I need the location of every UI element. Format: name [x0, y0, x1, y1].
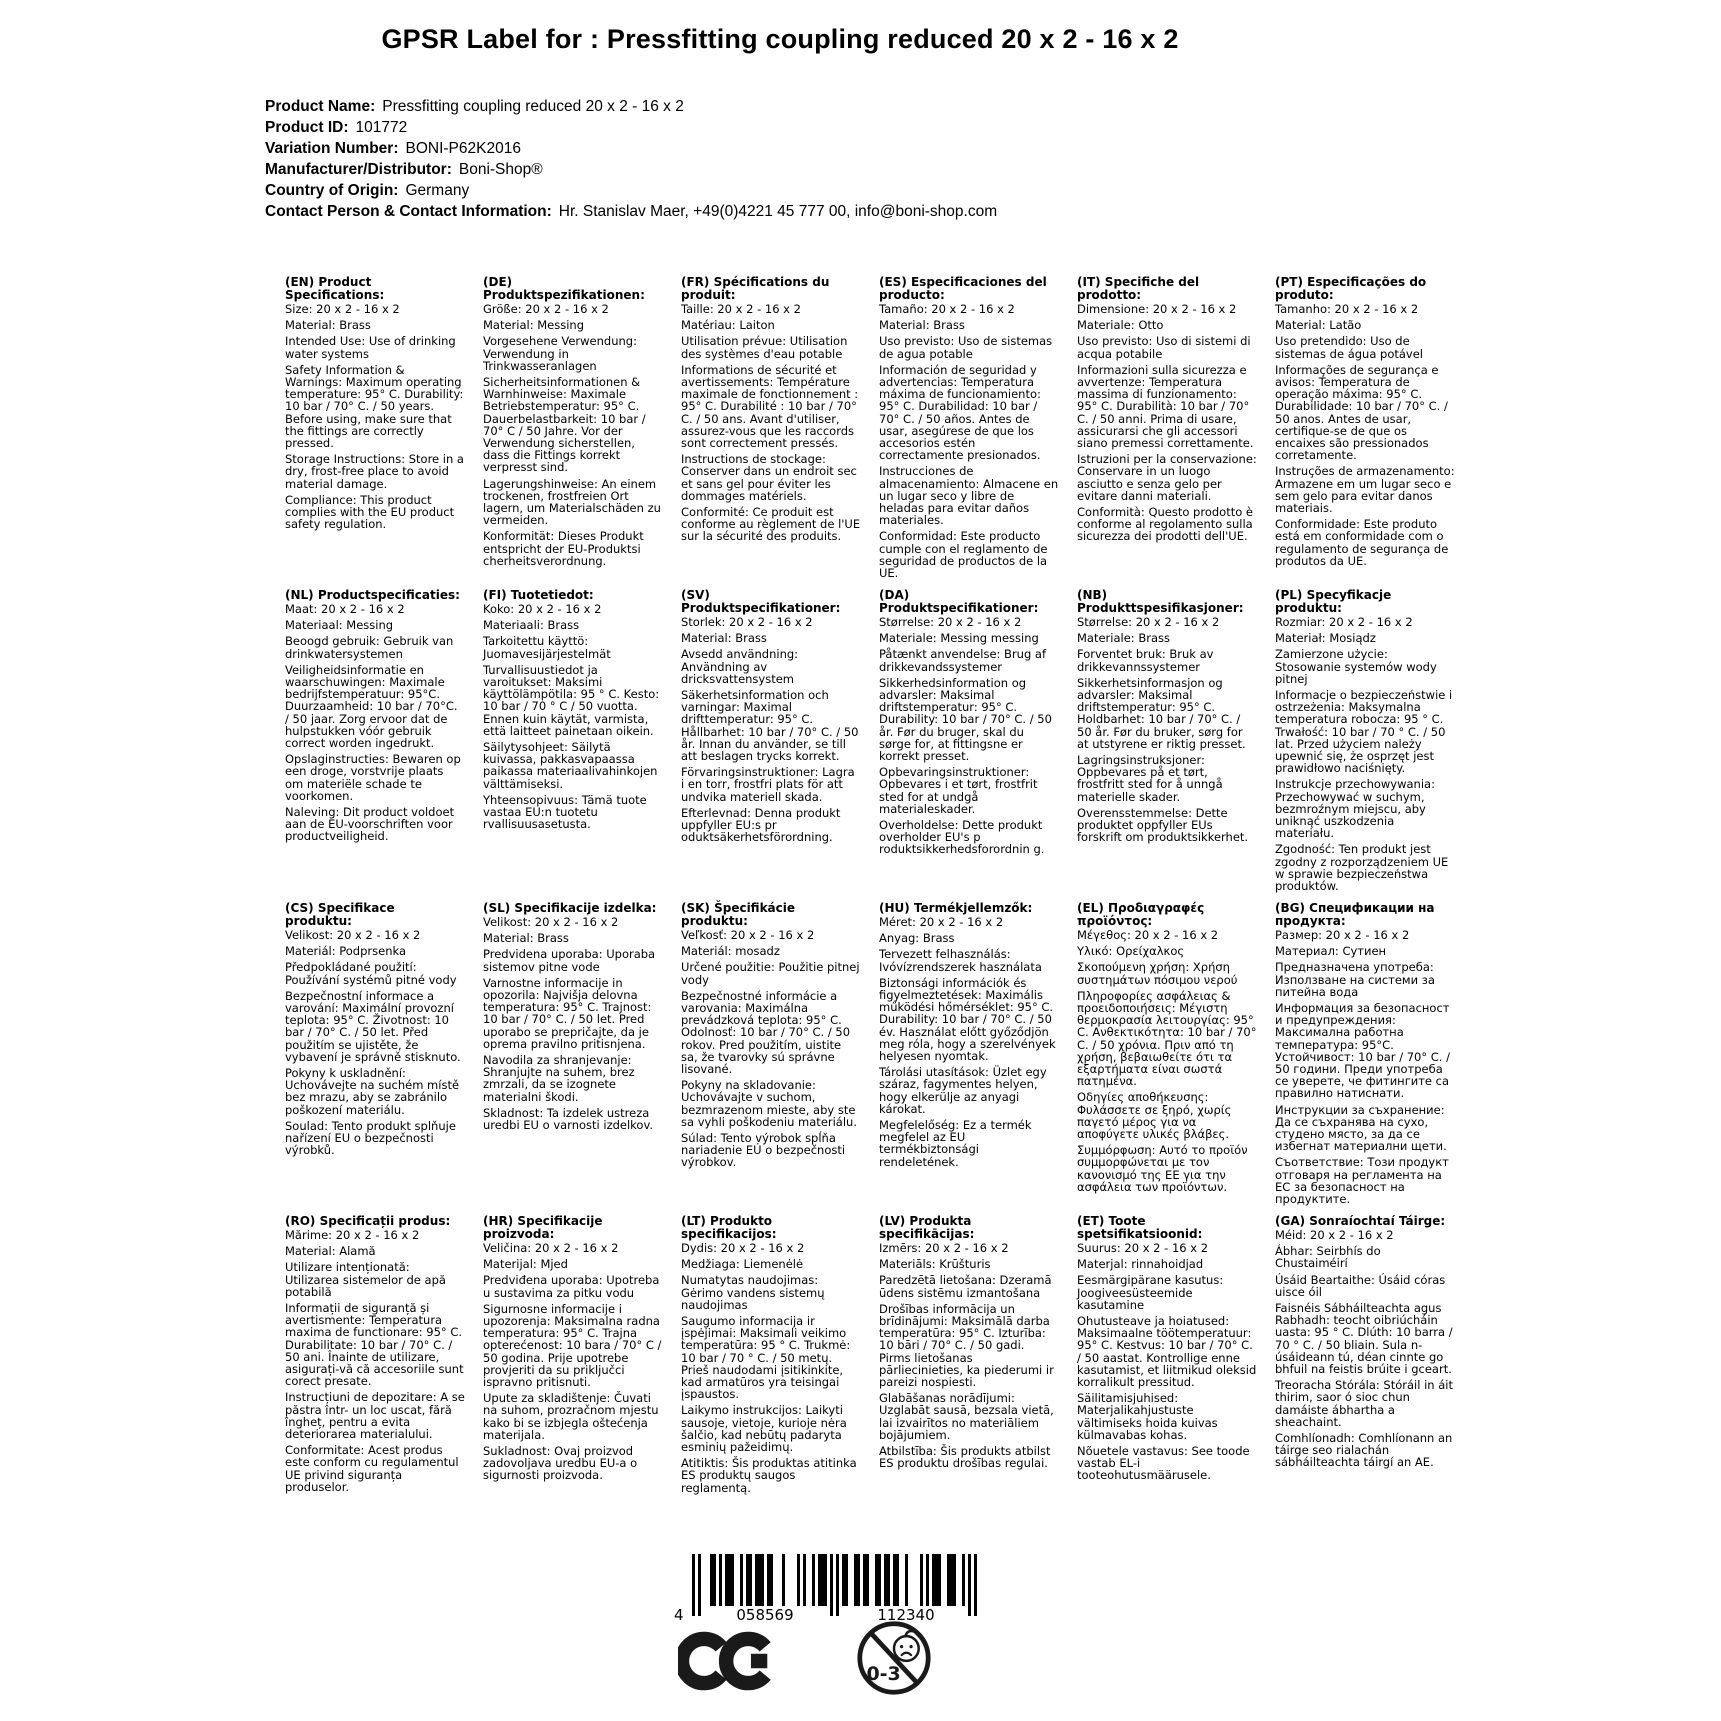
spec-paragraph: Izmērs: 20 x 2 - 16 x 2 — [879, 1241, 1009, 1255]
language-paragraphs — [285, 929, 465, 1156]
spec-paragraph: Material: Brass — [285, 318, 371, 333]
spec-paragraph: Mărime: 20 x 2 - 16 x 2 — [285, 1228, 420, 1242]
spec-paragraph: Material: Messing — [483, 318, 585, 333]
spec-paragraph: Instrucciones de almacenamiento: Almacene en un lugar seco y libre de heladas para evitar daños materiales. — [879, 464, 1059, 528]
ce-mark-icon — [678, 1630, 774, 1696]
spec-paragraph: Lagerungshinweise: An einem trockenen, frostfreien Ort lagern, um Materialschäden zu vermeiden. — [483, 476, 661, 528]
language-heading: (FI) Tuotetiedot: — [483, 588, 594, 602]
language-paragraphs — [879, 1242, 1059, 1469]
spec-paragraph: Información de seguridad y advertencias: Temperatura máxima de funcionamiento: 95° C. Durabilidad: 10 bar / 70° C. / 50 años. Antes de usar, asegúrese de que los accesorios estén correctamente presionados. — [879, 362, 1041, 463]
spec-paragraph: Megfelelőség: Ez a termék megfelel az EU termékbiztonsági rendeletének. — [879, 1118, 1032, 1169]
spec-paragraph: Drošības informācija un brīdinājumi: Maksimālā darba temperatūra: 95° C. Izturība: 10 bāri / 70° C. / 50 gadi. Pirms lietošanas pārliecinieties, ka piederumi ir pareizi nospiesti. — [879, 1301, 1054, 1390]
spec-paragraph: Material: Brass — [681, 631, 767, 646]
ean13-barcode — [672, 1554, 982, 1630]
spec-paragraph: Bezpečnostné informácie a varovania: Maximálna prevádzková teplota: 95° C. Odolnosť: 10 bar / 70° C. / 50 rokov. Pred použitím, uistite sa, že tvarovky sú správne lisované. — [681, 988, 851, 1077]
spec-paragraph: Sicherheitsinformationen & Warnhinweise: Maximale Betriebstemperatur: 95° C. Dauerbelastbarkeit: 10 bar / 70° C / 50 Jahre. Vor der Verwendung sicherstellen, dass die Fittings korrekt verpresst sind. — [483, 375, 646, 475]
spec-paragraph: Medžiaga: Liemenėlė — [681, 1257, 804, 1272]
language-paragraphs — [285, 303, 465, 530]
spec-paragraph: Informazioni sulla sicurezza e avvertenze: Temperatura massima di funzionamento: 95° C. Durabilità: 10 bar / 70° C. / 50 anni. Prima di usare, assicurarsi che gli accessori siano premessi correttamente. — [1077, 362, 1254, 451]
spec-paragraph: Předpokládané použití: Používání systémů pitné vody — [285, 960, 457, 987]
language-paragraphs — [483, 1242, 663, 1482]
spec-paragraph: Size: 20 x 2 - 16 x 2 — [285, 302, 400, 316]
spec-paragraph: Material: Latão — [1275, 318, 1362, 333]
spec-paragraph: Zgodność: Ten produkt jest zgodny z rozporządzeniem UE w sprawie bezpieczeństwa produktów. — [1275, 842, 1449, 894]
product-name-label: Product Name: — [265, 98, 376, 115]
spec-paragraph: Efterlevnad: Denna produkt uppfyller EU:s pr oduktsäkerhetsförordning. — [681, 805, 841, 845]
language-heading: (DE) Produktspezifikationen: — [483, 275, 645, 302]
spec-paragraph: Υλικό: Ορείχαλκος — [1077, 944, 1185, 959]
spec-paragraph: Dimensione: 20 x 2 - 16 x 2 — [1077, 302, 1237, 316]
spec-paragraph: Atitiktis: Šis produktas atitinka ES produktų saugos reglamentą. — [681, 1456, 857, 1495]
language-spec-block — [681, 589, 861, 902]
spec-paragraph: Turvallisuustiedot ja varoitukset: Maksimi käyttölämpötila: 95 ° C. Kesto: 10 bar / 70 ° C / 50 vuotta. Ennen kuin käytät, varmista, että laitteet painetaan oikein. — [483, 662, 660, 738]
spec-paragraph: Οδηγίες αποθήκευσης: Φυλάσσετε σε ξηρό, χωρίς παγετό μέρος για να αποφύγετε υλικές βλάβες. — [1077, 1090, 1232, 1142]
language-heading: (PT) Especificações do produto: — [1275, 275, 1427, 302]
language-spec-block — [879, 589, 1059, 902]
product-info-block — [265, 96, 997, 222]
spec-paragraph: Instrukcje przechowywania: Przechowywać w suchym, bezmroźnym miejscu, aby uniknąć uszkodzenia materiału. — [1275, 777, 1435, 841]
product-name-value: Pressfitting coupling reduced 20 x 2 - 16 x 2 — [382, 98, 684, 115]
spec-paragraph: Sigurnosne informacije i upozorenja: Maksimalna radna temperatura: 95° C. Trajna opterećenost: 10 bara / 70° C / 50 godina. Prije upotrebe provjeriti da su priključci ispravno pritisnuti. — [483, 1301, 662, 1390]
language-paragraphs — [681, 616, 861, 843]
spec-paragraph: Μέγεθος: 20 x 2 - 16 x 2 — [1077, 928, 1219, 942]
language-spec-block — [483, 589, 663, 902]
spec-paragraph: Úsáid Beartaithe: Úsáid córas uisce óil — [1275, 1272, 1446, 1299]
spec-paragraph: Pokyny k uskladnění: Uchovávejte na suchém místě bez mrazu, aby se zabránilo poškození materiálu. — [285, 1066, 460, 1117]
spec-paragraph: Информация за безопасност и предупреждения: Максимална работна температура: 95°C. Устойчивост: 10 bar / 70° C. / 50 години. Преди употреба се уверете, че фитингите са правилно натиснати. — [1275, 1001, 1450, 1101]
language-heading: (SL) Specifikacije izdelka: — [483, 901, 657, 915]
language-paragraphs — [1275, 303, 1455, 567]
spec-paragraph: Conformidad: Este producto cumple con el reglamento de seguridad de productos de la UE. — [879, 529, 1048, 581]
spec-paragraph: Инструкции за съхранение: Да се съхранява на сухо, студено място, за да се избегнат материални щети. — [1275, 1102, 1447, 1154]
spec-paragraph: Uso pretendido: Uso de sistemas de água potável — [1275, 334, 1423, 361]
language-heading: (HR) Specifikacije proizvoda: — [483, 1214, 603, 1241]
variation-number-row — [265, 138, 997, 159]
spec-paragraph: Comhlíonadh: Comhlíonann an táirge seo rialachán sábháilteachta táirgí an AE. — [1275, 1431, 1453, 1470]
spec-paragraph: Istruzioni per la conservazione: Conservare in un luogo asciutto e senza gelo per evitare danni materiali. — [1077, 452, 1257, 503]
age-warning-label: 0-3 — [866, 1662, 901, 1685]
language-spec-block — [1275, 902, 1455, 1215]
spec-paragraph: Informações de segurança e avisos: Temperatura de operação máxima: 95° C. Durabilidade: 10 bar / 70° C. / 50 anos. Antes de usar, certifique-se de que os encaixes são pressionados corretamente. — [1275, 362, 1448, 463]
language-heading: (EL) Προδιαγραφές προϊόντος: — [1077, 901, 1205, 928]
spec-paragraph: Materijal: Mjed — [483, 1257, 568, 1272]
spec-paragraph: Bezpečnostní informace a varování: Maximální provozní teplota: 95° C. Životnost: 10 bar / 70° C. / 50 let. Před použitím se ujistěte, že vybavení je správně stisknuto. — [285, 988, 461, 1064]
spec-paragraph: Vorgesehene Verwendung: Verwendung in Trinkwasseranlagen — [483, 334, 637, 373]
spec-paragraph: Laikymo instrukcijos: Laikyti sausoje, vietoje, kurioje nėra šalčio, kad nebūtų padaryta esminių pažeidimų. — [681, 1403, 847, 1455]
spec-paragraph: Ohutusteave ja hoiatused: Maksimaalne töötemperatuur: 95° C. Kestvus: 10 bar / 70° C. / 50 aastat. Kontrollige enne kasutamist, et liitmikud oleksid korralikult pressitud. — [1077, 1314, 1257, 1390]
spec-paragraph: Materiale: Messing messing — [879, 631, 1039, 646]
product-id-label: Product ID: — [265, 119, 349, 136]
spec-paragraph: Tervezett felhasználás: Ivóvízrendszerek használata — [879, 947, 1042, 974]
product-name-row — [265, 96, 997, 117]
language-spec-block — [879, 902, 1059, 1215]
spec-paragraph: Materiaali: Brass — [483, 618, 580, 633]
spec-paragraph: Velikost: 20 x 2 - 16 x 2 — [285, 928, 421, 942]
spec-paragraph: Utilizare intenționată: Utilizarea sistemelor de apă potabilă — [285, 1260, 446, 1299]
spec-paragraph: Conformitate: Acest produs este conform cu regulamentul UE privind siguranța produselor. — [285, 1443, 459, 1494]
spec-paragraph: Sikkerhetsinformasjon og advarsler: Maksimal driftstemperatur: 95° C. Holdbarhet: 10 bar / 70° C. / 50 år. Før du bruker, sørg for at utstyrene er riktig presset. — [1077, 675, 1246, 751]
spec-paragraph: Размер: 20 x 2 - 16 x 2 — [1275, 928, 1410, 942]
spec-paragraph: Conformité: Ce produit est conforme au règlement de l'UE sur la sécurité des produits. — [681, 505, 861, 544]
language-spec-block — [1077, 902, 1257, 1215]
spec-paragraph: Materiāls: Krūšturis — [879, 1257, 991, 1272]
spec-paragraph: Predvidena uporaba: Uporaba sistemov pitne vode — [483, 947, 656, 974]
spec-paragraph: Forventet bruk: Bruk av drikkevannssystemer — [1077, 647, 1214, 674]
language-spec-block — [681, 276, 861, 589]
language-heading: (CS) Specifikace produktu: — [285, 901, 395, 928]
spec-paragraph: Méret: 20 x 2 - 16 x 2 — [879, 915, 1004, 929]
spec-paragraph: Predviđena uporaba: Upotreba u sustavima za pitku vodu — [483, 1273, 660, 1300]
barcode-digits-group1: 058569 — [736, 1606, 794, 1624]
spec-paragraph: Conformidade: Este produto está em conformidade com o regulamento de segurança de produtos da UE. — [1275, 517, 1449, 568]
spec-paragraph: Veiligheidsinformatie en waarschuwingen: Maximale bedrijfstemperatuur: 95°C. Duurzaamheid: 10 bar / 70°C. / 50 jaar. Zorg ervoor dat de hulpstukken vóór gebruik correct worden ingedrukt. — [285, 662, 458, 751]
age-warning-0-3-icon — [856, 1620, 932, 1700]
spec-paragraph: Storlek: 20 x 2 - 16 x 2 — [681, 615, 813, 629]
spec-paragraph: Säkerhetsinformation och varningar: Maximal drifttemperatur: 95° C. Hållbarhet: 10 bar / 70° C. / 50 år. Innan du använder, se till att beslagen trycks korrekt. — [681, 688, 859, 764]
spec-paragraph: Upute za skladištenje: Čuvati na suhom, prozračnom mjestu kako bi se izbjegla oštećenja materijala. — [483, 1391, 659, 1442]
spec-paragraph: Soulad: Tento produkt splňuje nařízení EU o bezpečnosti výrobků. — [285, 1118, 456, 1158]
language-paragraphs — [1275, 929, 1455, 1205]
spec-paragraph: Material: Brass — [879, 318, 965, 333]
spec-paragraph: Opbevaringsinstruktioner: Opbevares i et tørt, frostfrit sted for at undgå materialeskader. — [879, 765, 1038, 816]
country-of-origin-row — [265, 180, 997, 201]
spec-paragraph: Numatytas naudojimas: Gėrimo vandens sistemų naudojimas — [681, 1273, 825, 1312]
spec-paragraph: Предназначена употреба: Използване на системи за питейна вода — [1275, 960, 1435, 999]
language-heading: (NL) Productspecificaties: — [285, 588, 460, 602]
barcode-svg — [672, 1554, 982, 1626]
spec-paragraph: Méid: 20 x 2 - 16 x 2 — [1275, 1228, 1394, 1242]
spec-paragraph: Určené použitie: Použitie pitnej vody — [681, 960, 860, 987]
spec-paragraph: Safety Information & Warnings: Maximum operating temperature: 95° C. Durability: 10 bar / 70° C. / 50 years. Before using, make sure that the fittings are correctly pressed. — [285, 362, 464, 451]
country-of-origin-label: Country of Origin: — [265, 182, 399, 199]
product-id-value: 101772 — [355, 119, 408, 136]
language-heading: (RO) Specificații produs: — [285, 1214, 451, 1228]
language-paragraphs — [879, 616, 1059, 856]
spec-paragraph: Conformità: Questo prodotto è conforme al regolamento sulla sicurezza dei prodotti dell'UE. — [1077, 505, 1253, 544]
language-heading: (DA) Produktspecifikationer: — [879, 588, 1039, 615]
language-heading: (IT) Specifiche del prodotto: — [1077, 275, 1200, 302]
spec-paragraph: Instruções de armazenamento: Armazene em um lugar seco e sem gelo para evitar danos materiais. — [1275, 464, 1455, 516]
spec-paragraph: Taille: 20 x 2 - 16 x 2 — [681, 302, 801, 316]
language-paragraphs — [681, 929, 861, 1169]
language-heading: (EN) Product Specifications: — [285, 275, 385, 302]
spec-paragraph: Velikost: 20 x 2 - 16 x 2 — [483, 915, 619, 929]
baby-face-icon — [894, 1631, 919, 1661]
spec-paragraph: Overholdelse: Dette produkt overholder EU's p roduktsikkerhedsforordnin g. — [879, 818, 1045, 857]
spec-paragraph: Veličina: 20 x 2 - 16 x 2 — [483, 1241, 619, 1255]
spec-paragraph: Naleving: Dit product voldoet aan de EU-voorschriften voor productveiligheid. — [285, 805, 455, 844]
language-paragraphs — [483, 916, 663, 1131]
language-paragraphs — [1275, 616, 1455, 892]
language-spec-block — [285, 589, 465, 902]
spec-paragraph: Uso previsto: Uso di sistemi di acqua potabile — [1077, 334, 1251, 361]
language-paragraphs — [1077, 1242, 1257, 1482]
spec-paragraph: Rozmiar: 20 x 2 - 16 x 2 — [1275, 615, 1413, 629]
spec-paragraph: Materiaal: Messing — [285, 618, 394, 633]
spec-paragraph: Tarkoitettu käyttö: Juomavesijärjestelmät — [483, 634, 611, 661]
spec-paragraph: Größe: 20 x 2 - 16 x 2 — [483, 302, 609, 316]
spec-paragraph: Sikkerhedsinformation og advarsler: Maksimal driftstemperatur: 95° C. Durability: 10 bar / 70° C. / 50 år. Før du bruger, skal du sørge for, at fittingsne er korrekt presset. — [879, 675, 1052, 764]
spec-paragraph: Yhteensopivuus: Tämä tuote vastaa EU:n tuotetu rvallisuusasetusta. — [483, 792, 647, 832]
language-heading: (PL) Specyfikacje produktu: — [1275, 588, 1392, 615]
spec-paragraph: Informații de siguranță și avertismente: Temperatura maxima de functionare: 95° C. Durabilitate: 10 bar / 70° C. / 50 ani. Înainte de utilizare, asigurați-vă că accesoriile sunt corect presate. — [285, 1301, 464, 1389]
product-id-row — [265, 117, 997, 138]
spec-paragraph: Πληροφορίες ασφάλειας & προειδοποιήσεις: Μέγιστη θερμοκρασία λειτουργίας: 95° C. Ανθεκτικότητα: 10 bar / 70° C. / 50 χρόνια. Πριν από τη χρήση, βεβαιωθείτε ότι τα εξαρτήματα είναι σωστά πατημένα. — [1077, 988, 1257, 1089]
spec-paragraph: Förvaringsinstruktioner: Lagra i en torr, frostfri plats för att undvika materiell skada. — [681, 765, 855, 804]
spec-paragraph: Compliance: This product complies with the EU product safety regulation. — [285, 492, 455, 532]
language-paragraphs — [483, 603, 663, 830]
language-paragraphs — [285, 603, 465, 843]
spec-paragraph: Tárolási utasítások: Üzlet egy száraz, fagymentes helyen, hogy elkerülje az anyagi károkat. — [879, 1065, 1047, 1116]
spec-paragraph: Съответствие: Този продукт отговаря на регламента на ЕС за безопасност на продуктите. — [1275, 1155, 1449, 1207]
manufacturer-value: Boni-Shop® — [458, 161, 543, 178]
spec-paragraph: Súlad: Tento výrobok spĺňa nariadenie EÚ o bezpečnosti výrobkov. — [681, 1131, 846, 1170]
spec-paragraph: Material: Brass — [483, 931, 569, 946]
spec-paragraph: Materjal: rinnahoidjad — [1077, 1257, 1204, 1272]
spec-paragraph: Varnostne informacije in opozorila: Najvišja delovna temperatura: 95° C. Trajnost: 10 bar / 70° C. / 50 let. Pred uporabo se prepričajte, da je oprema pravilno pritisnjena. — [483, 975, 652, 1051]
spec-paragraph: Materiał: Mosiądz — [1275, 631, 1376, 646]
language-paragraphs — [681, 303, 861, 543]
spec-paragraph: Συμμόρφωση: Αυτό το προϊόν συμμορφώνεται με τον κανονισμό της ΕΕ για την ασφάλεια των προϊόντων. — [1077, 1143, 1248, 1194]
spec-paragraph: Veľkosť: 20 x 2 - 16 x 2 — [681, 928, 815, 942]
spec-paragraph: Biztonsági információk és figyelmeztetések: Maximális működési hőmérséklet: 95° C. Durability: 10 bar / 70° C. / 50 év. Használat előtt győződjön meg róla, hogy a szerelvények helyesen nyomtak. — [879, 975, 1056, 1064]
spec-paragraph: Avsedd användning: Användning av dricksvattensystem — [681, 647, 799, 686]
language-heading: (HU) Termékjellemzők: — [879, 901, 1033, 915]
spec-paragraph: Instructions de stockage: Conserver dans un endroit sec et sans gel pour éviter les dommages matériels. — [681, 452, 857, 503]
language-spec-block — [879, 1215, 1059, 1494]
spec-paragraph: Påtænkt anvendelse: Brug af drikkevandssystemer — [879, 647, 1047, 674]
spec-paragraph: Материал: Сутиен — [1275, 944, 1387, 959]
spec-paragraph: Ábhar: Seirbhís do Chustaiméirí — [1275, 1244, 1381, 1271]
language-paragraphs — [483, 303, 663, 567]
language-spec-block — [1275, 589, 1455, 902]
spec-paragraph: Eesmärgipärane kasutus: Joogiveesüsteemide kasutamine — [1077, 1273, 1224, 1312]
contact-label: Contact Person & Contact Information: — [265, 203, 552, 220]
spec-paragraph: Navodila za shranjevanje: Shranjujte na suhem, brez zmrzali, da se izognete materialni škodi. — [483, 1053, 635, 1104]
language-heading: (FR) Spécifications du produit: — [681, 275, 830, 302]
spec-paragraph: Faisnéis Sábháilteachta agus Rabhadh: teocht oibriúcháin uasta: 95 ° C. Dlúth: 10 barra / 70 ° C. / 50 bliain. Sula n-úsáideann tú, déan cinnte go bhfuil na feistis brúite i gceart. — [1275, 1301, 1453, 1377]
spec-paragraph: Σκοπούμενη χρήση: Χρήση συστημάτων πόσιμου νερού — [1077, 960, 1238, 987]
language-paragraphs — [1275, 1229, 1455, 1469]
spec-paragraph: Beoogd gebruik: Gebruik van drinkwatersystemen — [285, 634, 454, 661]
country-of-origin-value: Germany — [405, 182, 470, 199]
spec-paragraph: Materiál: mosadz — [681, 944, 780, 959]
language-heading: (LV) Produkta specifikācijas: — [879, 1214, 975, 1241]
spec-paragraph: Dydis: 20 x 2 - 16 x 2 — [681, 1241, 805, 1255]
language-heading: (SK) Špecifikácie produktu: — [681, 901, 796, 928]
language-spec-block — [879, 276, 1059, 589]
language-spec-block — [1275, 276, 1455, 589]
spec-paragraph: Zamierzone użycie: Stosowanie systemów wody pitnej — [1275, 647, 1437, 686]
spec-paragraph: Paredzētā lietošana: Dzeramā ūdens sistēmu izmantošana — [879, 1273, 1052, 1300]
language-spec-block — [1077, 276, 1257, 589]
contact-row — [265, 201, 997, 222]
language-heading: (ET) Toote spetsifikatsioonid: — [1077, 1214, 1203, 1241]
page-title: GPSR Label for : Pressfitting coupling reduced 20 x 2 - 16 x 2 — [381, 24, 1179, 54]
spec-paragraph: Glabāšanas norādījumi: Uzglabāt sausā, bezsala vietā, lai izvairītos no materiāliem bojājumiem. — [879, 1391, 1054, 1442]
spec-paragraph: Materiál: Podprsenka — [285, 944, 406, 959]
contact-value: Hr. Stanislav Maer, +49(0)4221 45 777 00, info@boni-shop.com — [558, 203, 998, 220]
manufacturer-row — [265, 159, 997, 180]
spec-paragraph: Material: Alamă — [285, 1244, 376, 1259]
language-paragraphs — [879, 916, 1059, 1168]
language-paragraphs — [1077, 303, 1257, 543]
language-paragraphs — [285, 1229, 465, 1493]
spec-paragraph: Storage Instructions: Store in a dry, frost-free place to avoid material damage. — [285, 452, 464, 491]
spec-paragraph: Uso previsto: Uso de sistemas de agua potable — [879, 334, 1053, 361]
language-heading: (NB) Produkttspesifikasjoner: — [1077, 588, 1244, 615]
spec-paragraph: Størrelse: 20 x 2 - 16 x 2 — [879, 615, 1022, 629]
spec-paragraph: Pokyny na skladovanie: Uchovávajte v suchom, bezmrazenom mieste, aby ste sa vyhli poškodeniu materiálu. — [681, 1078, 857, 1129]
spec-paragraph: Nõuetele vastavus: See toode vastab EL-i tooteohutusmäärusele. — [1077, 1444, 1250, 1483]
spec-paragraph: Utilisation prévue: Utilisation des systèmes d'eau potable — [681, 334, 848, 361]
language-spec-block — [483, 902, 663, 1215]
language-paragraphs — [1077, 616, 1257, 843]
language-heading: (ES) Especificaciones del producto: — [879, 275, 1047, 302]
variation-number-label: Variation Number: — [265, 140, 399, 157]
spec-paragraph: Maat: 20 x 2 - 16 x 2 — [285, 602, 405, 616]
language-spec-block — [681, 1215, 861, 1494]
language-heading: (LT) Produkto specifikacijos: — [681, 1214, 777, 1241]
language-spec-block — [1077, 1215, 1257, 1494]
barcode-digits-group2: 112340 — [877, 1606, 935, 1624]
language-spec-block — [285, 1215, 465, 1494]
language-spec-block — [285, 276, 465, 589]
spec-paragraph: Koko: 20 x 2 - 16 x 2 — [483, 602, 602, 616]
language-spec-block — [285, 902, 465, 1215]
spec-paragraph: Overensstemmelse: Dette produktet oppfyller EUs forskrift om produktsikkerhet. — [1077, 805, 1249, 845]
language-spec-block — [1077, 589, 1257, 902]
spec-paragraph: Intended Use: Use of drinking water systems — [285, 334, 456, 361]
spec-paragraph: Saugumo informacija ir įspėjimai: Maksimali veikimo temperatūra: 95 ° C. Trukmė: 10 bar / 70 ° C. / 50 metų. Prieš naudodami įsitikinkite, kad armatūros yra teisingai įspaustos. — [681, 1314, 851, 1402]
language-paragraphs — [879, 303, 1059, 579]
spec-paragraph: Materiale: Brass — [1077, 631, 1170, 646]
spec-paragraph: Materiale: Otto — [1077, 318, 1164, 333]
spec-paragraph: Størrelse: 20 x 2 - 16 x 2 — [1077, 615, 1220, 629]
spec-paragraph: Opslaginstructies: Bewaren op een droge, vorstvrije plaats om materiële schade te voorkomen. — [285, 752, 461, 803]
spec-paragraph: Tamaño: 20 x 2 - 16 x 2 — [879, 302, 1015, 316]
language-paragraphs — [681, 1242, 861, 1494]
spec-paragraph: Skladnost: Ta izdelek ustreza uredbi EU o varnosti izdelkov. — [483, 1105, 654, 1133]
spec-paragraph: Treoracha Stórála: Stóráil in áit thirim, saor ó sioc chun damáiste ábhartha a sheachaint. — [1275, 1378, 1453, 1429]
language-spec-block — [681, 902, 861, 1215]
spec-paragraph: Säilytysohjeet: Säilytä kuivassa, pakkasvapaassa paikassa materiaalivahinkojen välttämiseksi. — [483, 740, 658, 791]
spec-paragraph: Informacje o bezpieczeństwie i ostrzeżenia: Maksymalna temperatura robocza: 95 ° C. Trwałość: 10 bar / 70 ° C. / 50 lat. Przed użyciem należy upewnić się, że osprzęt jest prawidłowo naciśnięty. — [1275, 688, 1453, 776]
spec-paragraph: Tamanho: 20 x 2 - 16 x 2 — [1275, 302, 1419, 316]
language-paragraphs — [1077, 929, 1257, 1193]
language-heading: (GA) Sonraíochtaí Táirge: — [1275, 1214, 1446, 1228]
spec-paragraph: Suurus: 20 x 2 - 16 x 2 — [1077, 1241, 1209, 1255]
spec-paragraph: Atbilstība: Šis produkts atbilst ES produktu drošības regulai. — [879, 1444, 1051, 1471]
spec-paragraph: Anyag: Brass — [879, 931, 955, 946]
language-spec-block — [483, 276, 663, 589]
barcode-digit-left: 4 — [674, 1606, 684, 1624]
language-grid — [285, 276, 1455, 1494]
spec-paragraph: Informations de sécurité et avertissements: Température maximale de fonctionnement : 95° C. Durabilité : 10 bar / 70° C. / 50 ans. Avant d'utiliser, assurez-vous que les raccords sont correctement pressés. — [681, 362, 859, 451]
language-spec-block — [1275, 1215, 1455, 1494]
spec-paragraph: Matériau: Laiton — [681, 318, 775, 333]
language-spec-block — [483, 1215, 663, 1494]
spec-paragraph: Lagringsinstruksjoner: Oppbevares på et tørt, frostfritt sted for å unngå materielle skader. — [1077, 753, 1223, 804]
spec-paragraph: Instrucțiuni de depozitare: A se păstra într- un loc uscat, fără îngheț, pentru a evita deteriorarea materialului. — [285, 1390, 465, 1442]
spec-paragraph: Sukladnost: Ovaj proizvod zadovoljava uredbu EU-a o sigurnosti proizvoda. — [483, 1444, 638, 1483]
variation-number-value: BONI-P62K2016 — [405, 140, 521, 157]
manufacturer-label: Manufacturer/Distributor: — [265, 161, 452, 178]
language-heading: (SV) Produktspecifikationer: — [681, 588, 841, 615]
spec-paragraph: Konformität: Dieses Produkt entspricht der EU-Produktsi cherheitsverordnung. — [483, 529, 644, 568]
spec-paragraph: Säilitamisjuhised: Materjalikahjustuste vältimiseks hoida kuivas külmavabas kohas. — [1077, 1391, 1218, 1442]
language-heading: (BG) Спецификации на продукта: — [1275, 901, 1435, 928]
